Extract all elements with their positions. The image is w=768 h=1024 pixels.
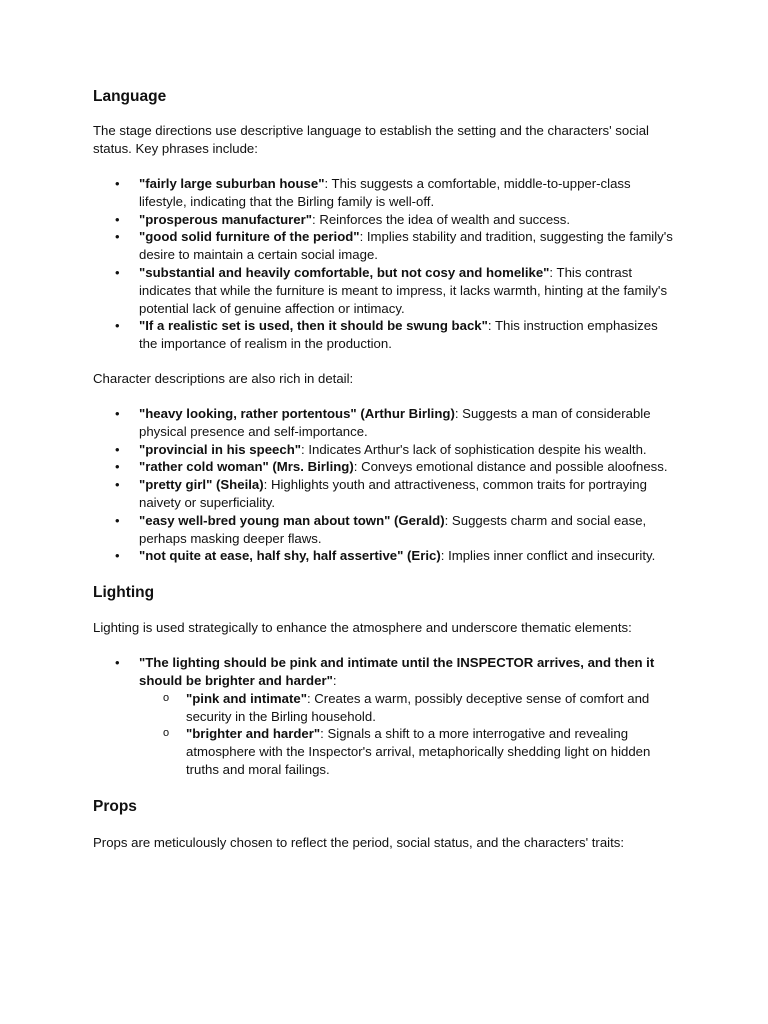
explanation: : Highlights youth and attractiveness, common traits for portraying naivety or superficiality. [139,477,647,510]
language-intro: The stage directions use descriptive language to establish the setting and the characters' social status. Key phrases include: [93,123,649,156]
quote: "If a realistic set is used, then it should be swung back" [139,318,488,334]
list-item [93,654,676,690]
quote: "easy well-bred young man about town" (Gerald) [139,512,445,528]
sub-list-item [93,725,676,778]
list-item [93,317,676,353]
list-item [93,512,676,548]
quote: "fairly large suburban house" [139,176,325,191]
list-item [93,476,676,512]
explanation: : Creates a warm, possibly deceptive sense of comfort and security in the Birling household. [186,690,650,724]
quote: "substantial and heavily comfortable, but not cosy and homelike" [139,264,550,280]
explanation: : Suggests charm and social ease, perhaps masking deeper flaws. [139,512,647,546]
props-heading: Props [93,797,137,815]
quote: "rather cold woman" (Mrs. Birling) [139,459,354,475]
quote: "pink and intimate" [186,690,307,706]
lighting-heading: Lighting [93,584,155,602]
list-item [93,264,676,317]
list-item [93,547,676,565]
quote: "The lighting should be pink and intimate until the INSPECTOR arrives, and then it should be brighter and harder" [139,655,655,688]
explanation: : Signals a shift to a more interrogative and revealing atmosphere with the Inspector's arrival, metaphorically shedding light on hidden truths and moral failings. [186,726,651,777]
explanation: : Suggests a man of considerable physical presence and self-importance. [139,405,651,439]
list-item [93,228,676,264]
explanation: : Indicates Arthur's lack of sophistication despite his wealth. [301,441,647,457]
language-heading: Language [93,88,167,105]
lighting-list [93,654,676,690]
list-item [93,211,676,229]
quote: "brighter and harder" [186,726,321,742]
explanation: : This contrast indicates that while the furniture is meant to impress, it lacks warmth, hinting at the family's potential lack of genuine affection or intimacy. [139,264,668,316]
sub-list-item [93,690,676,726]
explanation: : Implies stability and tradition, suggesting the family's desire to maintain a certain social image. [139,229,673,263]
quote: "not quite at ease, half shy, half assertive" (Eric) [139,548,441,564]
quote: "heavy looking, rather portentous" (Arthur Birling) [139,405,455,421]
quote: "pretty girl" (Sheila) [139,477,264,493]
list-item [93,441,676,459]
lighting-intro: Lighting is used strategically to enhance the atmosphere and underscore thematic elements: [93,620,632,636]
explanation: : [332,672,337,688]
quote: "provincial in his speech" [139,441,302,457]
explanation: : Conveys emotional distance and possible aloofness. [353,459,668,475]
quote: "good solid furniture of the period" [139,229,360,245]
lighting-sub-list [93,690,676,779]
key-phrases-list [93,175,676,353]
list-item [93,175,676,211]
list-item [93,458,676,476]
explanation: : This suggests a comfortable, middle-to-upper-class lifestyle, indicating that the Birling family is well-off. [139,176,631,209]
character-descriptions-list [93,405,676,565]
explanation: : This instruction emphasizes the importance of realism in the production. [139,318,658,352]
explanation: : Implies inner conflict and insecurity. [440,548,656,564]
quote: "prosperous manufacturer" [139,211,312,227]
list-item [93,405,676,441]
character-intro: Character descriptions are also rich in detail: [93,370,354,386]
props-intro: Props are meticulously chosen to reflect the period, social status, and the characters' traits: [93,834,625,850]
explanation: : Reinforces the idea of wealth and success. [312,211,571,227]
